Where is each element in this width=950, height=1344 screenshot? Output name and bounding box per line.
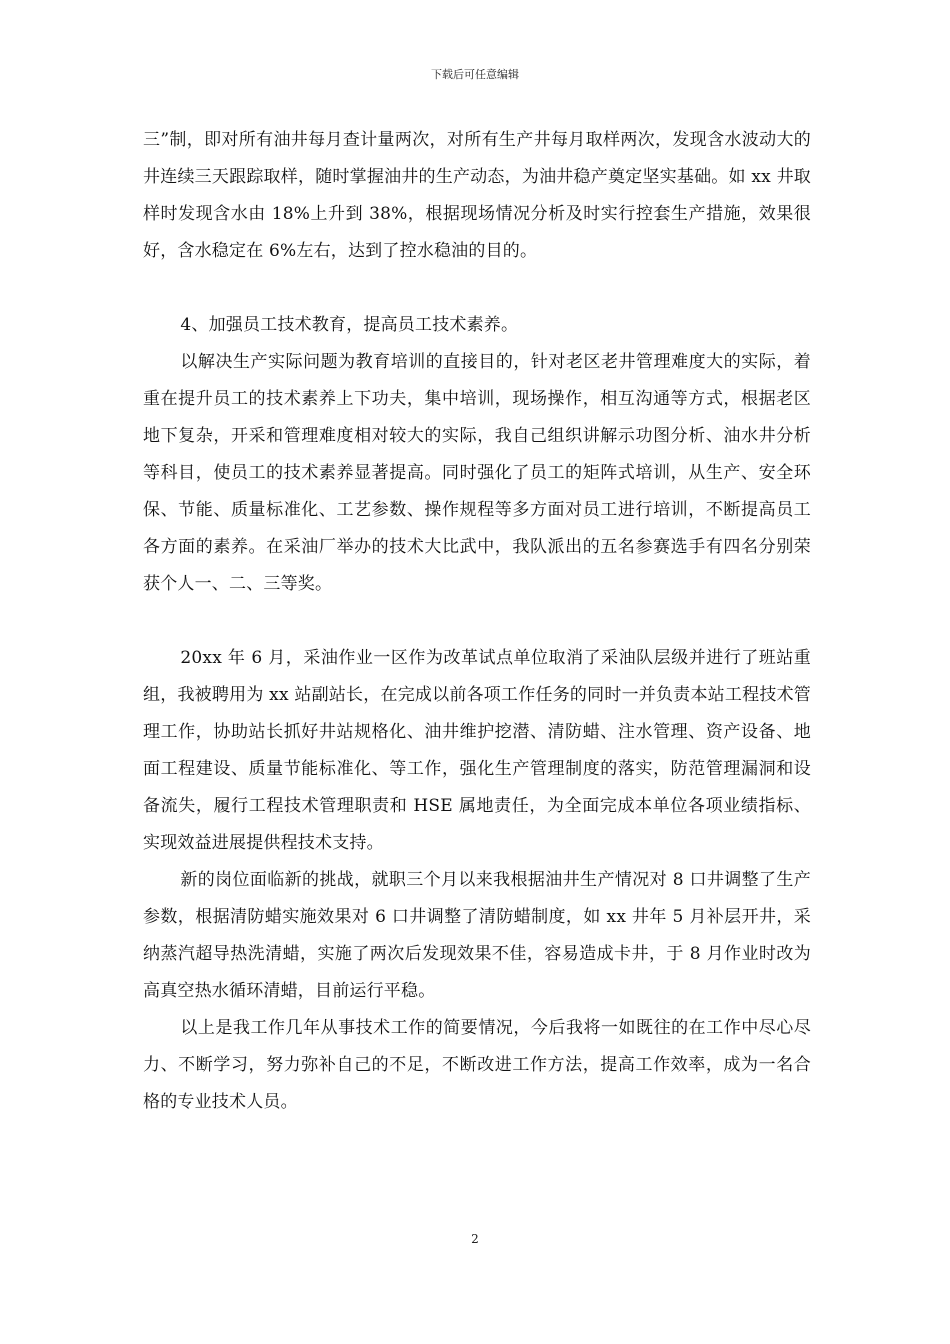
section-heading-4: 4、加强员工技术教育，提高员工技术素养。 <box>180 315 519 335</box>
paragraph-3: 以解决生产实际问题为教育培训的直接目的，针对老区老井管理难度大的实际，着重在提升员工的技术素养上下功夫，集中培训，现场操作，相互沟通等方式，根据老区地下复杂，开采和管理难度相对较大的实际，我自己组织讲解示功图分析、油水井分析等科目，使员工的技术素养显著提高。同时强化了员工的矩阵式培训，从生产、安全环保、节能、质量标准化、工艺参数、操作规程等多方面对员工进行培训，不断提高员工各方面的素养。在采油厂举办的技术大比武中，我队派出的五名参赛选手有四名分别荣获个人一、二、三等奖。 <box>143 352 811 594</box>
paragraph-6: 以上是我工作几年从事技术工作的简要情况，今后我将一如既往的在工作中尽心尽力、不断学习，努力弥补自己的不足，不断改进工作方法，提高工作效率，成为一名合格的专业技术人员。 <box>143 1018 811 1112</box>
paragraph-spacer <box>143 270 811 307</box>
paragraph-spacer <box>143 603 811 640</box>
paragraph-5: 新的岗位面临新的挑战，就职三个月以来我根据油井生产情况对 8 口井调整了生产参数，根据清防蜡实施效果对 6 口井调整了清防蜡制度，如 xx 井年 5 月补层开井，采纳蒸汽超导热洗清蜡，实施了两次后发现效果不佳，容易造成卡井，于 8 月作业时改为高真空热水循环清蜡，目前运行平稳。 <box>143 870 811 1001</box>
document-body <box>143 122 811 1121</box>
page-number: 2 <box>471 1232 479 1246</box>
page-header: 下载后可任意编辑 <box>431 68 519 81</box>
paragraph-1: 三”制，即对所有油井每月查计量两次，对所有生产井每月取样两次，发现含水波动大的井连续三天跟踪取样，随时掌握油井的生产动态，为油井稳产奠定坚实基础。如 xx 井取样时发现含水由 18%上升到 38%，根据现场情况分析及时实行控套生产措施，效果很好，含水稳定在 6%左右，达到了控水稳油的目的。 <box>143 130 811 261</box>
paragraph-4: 20xx 年 6 月，采油作业一区作为改革试点单位取消了采油队层级并进行了班站重组，我被聘用为 xx 站副站长，在完成以前各项工作任务的同时一并负责本站工程技术管理工作，协助站长抓好井站规格化、油井维护挖潜、清防蜡、注水管理、资产设备、地面工程建设、质量节能标准化、等工作，强化生产管理制度的落实，防范管理漏洞和设备流失，履行工程技术管理职责和 HSE 属地责任，为全面完成本单位各项业绩指标、实现效益进展提供程技术支持。 <box>143 648 811 853</box>
